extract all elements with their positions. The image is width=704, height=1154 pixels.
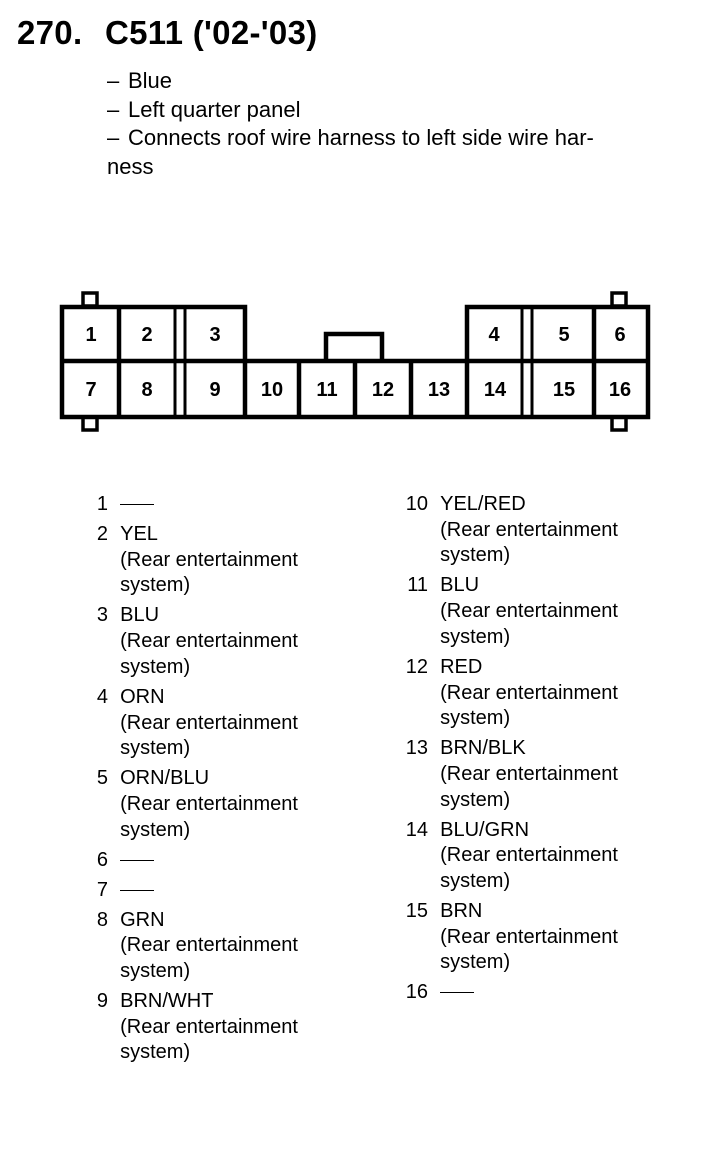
cavity-label: 11	[316, 379, 338, 401]
pin-number: 15	[405, 900, 428, 923]
pin-details	[440, 818, 618, 895]
wire-color: BRN/BLK	[440, 737, 526, 760]
cavity-label: 8	[141, 379, 153, 401]
info-text: ness	[107, 153, 154, 179]
pin-details	[440, 492, 618, 569]
circuit-description: (Rear entertainment	[120, 1015, 298, 1038]
latch-tab-top-left	[83, 293, 97, 306]
pin-details	[120, 848, 154, 874]
pin-details	[120, 878, 154, 904]
circuit-description: system)	[120, 737, 191, 760]
wire-color: BRN	[440, 900, 483, 923]
unused-pin-dash	[120, 878, 154, 891]
bullet-dash: –	[107, 125, 120, 150]
pin-number: 12	[405, 655, 428, 678]
pin-number: 2	[96, 523, 108, 545]
unused-pin-dash	[120, 848, 154, 861]
pin-number: 10	[405, 493, 428, 515]
cavity-label: 12	[371, 379, 395, 401]
pin-entry	[392, 899, 618, 976]
wire-color: YEL	[120, 523, 158, 545]
pin-details	[120, 685, 298, 762]
cavity-label: 16	[608, 379, 632, 401]
pin-details	[120, 492, 154, 518]
circuit-description: (Rear entertainment	[120, 548, 298, 571]
bullet-dash: –	[107, 96, 120, 122]
latch-tab-top-right	[612, 293, 626, 306]
cavity-label: 2	[141, 324, 153, 346]
pin-list-right	[392, 492, 618, 1010]
pin-entry	[392, 736, 618, 813]
pin-entry	[392, 980, 618, 1006]
circuit-description: system)	[440, 788, 511, 811]
cavity-label: 3	[209, 324, 221, 346]
wire-color: RED	[440, 655, 483, 678]
circuit-description: system)	[440, 951, 511, 974]
pin-entry	[392, 492, 618, 569]
pin-number: 11	[407, 574, 428, 597]
connector-key	[326, 334, 382, 361]
pin-number: 9	[96, 990, 108, 1013]
circuit-description: (Rear entertainment	[440, 925, 618, 948]
cavity-label: 1	[85, 324, 97, 346]
circuit-description: (Rear entertainment	[120, 630, 298, 653]
pin-entry	[72, 989, 298, 1066]
circuit-description: (Rear entertainment	[440, 600, 618, 623]
cavity-label: 14	[483, 379, 507, 401]
pin-details	[440, 980, 474, 1006]
pin-entry	[72, 848, 298, 874]
pin-entry	[72, 766, 298, 843]
circuit-description: (Rear entertainment	[440, 844, 618, 867]
pin-details	[440, 899, 618, 976]
wire-color: ORN	[120, 685, 165, 708]
info-text: Blue	[128, 68, 173, 93]
circuit-description: (Rear entertainment	[440, 681, 618, 704]
cavity-label: 6	[614, 324, 626, 346]
cavity-label: 5	[558, 324, 570, 346]
pin-details	[120, 766, 298, 843]
circuit-description: system)	[120, 655, 191, 678]
pin-number: 4	[96, 685, 108, 708]
pin-entry	[72, 492, 298, 518]
pin-details	[440, 573, 618, 650]
unused-pin-dash	[120, 492, 154, 505]
pin-entry	[72, 908, 298, 985]
bullet-dash: –	[107, 68, 120, 93]
pin-entry	[392, 655, 618, 732]
circuit-description: (Rear entertainment	[440, 762, 618, 785]
pin-entry	[392, 573, 618, 650]
wire-color: BLU	[120, 604, 160, 627]
pin-details	[120, 522, 298, 599]
connector-id: C511 ('02-'03)	[105, 14, 318, 51]
wire-color: YEL/RED	[440, 493, 526, 515]
cavity-label: 13	[427, 379, 451, 401]
cavity-label: 15	[552, 379, 576, 401]
circuit-description: system)	[440, 625, 511, 648]
circuit-description: system)	[120, 960, 191, 983]
pin-details	[120, 908, 298, 985]
circuit-description: system)	[120, 574, 191, 597]
pin-number: 14	[405, 818, 428, 841]
circuit-description: system)	[440, 870, 511, 893]
section-number: 270.	[17, 14, 83, 51]
pin-number: 3	[96, 604, 108, 627]
pin-entry	[72, 522, 298, 599]
cavity-label: 7	[85, 379, 97, 401]
pin-number: 16	[405, 981, 428, 1004]
wire-color: BLU/GRN	[440, 818, 530, 841]
cavity-label: 4	[488, 324, 500, 346]
unused-pin-dash	[440, 980, 474, 993]
wire-color: GRN	[120, 908, 165, 931]
pin-number: 8	[96, 908, 108, 931]
pin-details	[120, 603, 298, 680]
pin-entry	[392, 818, 618, 895]
circuit-description: (Rear entertainment	[120, 711, 298, 734]
circuit-description: system)	[120, 1041, 191, 1064]
wire-color: BLU	[440, 574, 480, 597]
circuit-description: system)	[440, 544, 511, 567]
info-text: Connects roof wire harness to left side wire har-	[128, 125, 594, 150]
pin-number: 7	[96, 878, 108, 901]
wire-color: BRN/WHT	[120, 990, 214, 1013]
pin-number: 6	[96, 848, 108, 871]
pin-number: 1	[96, 493, 108, 515]
cavity-label: 9	[209, 379, 221, 401]
pin-number: 5	[96, 767, 108, 790]
pin-details	[120, 989, 298, 1066]
info-text: Left quarter panel	[128, 96, 301, 122]
pin-list-left	[72, 492, 298, 1070]
pin-entry	[72, 603, 298, 680]
connector-face-diagram	[0, 0, 704, 480]
pin-entry	[72, 878, 298, 904]
cavity-label: 10	[260, 379, 284, 401]
pin-details	[440, 655, 618, 732]
circuit-description: (Rear entertainment	[120, 792, 298, 815]
circuit-description: (Rear entertainment	[120, 934, 298, 957]
pin-number: 13	[405, 737, 428, 760]
wire-color: ORN/BLU	[120, 767, 210, 790]
pin-entry	[72, 685, 298, 762]
circuit-description: system)	[120, 818, 191, 841]
circuit-description: (Rear entertainment	[440, 518, 618, 541]
circuit-description: system)	[440, 707, 511, 730]
pin-details	[440, 736, 618, 813]
